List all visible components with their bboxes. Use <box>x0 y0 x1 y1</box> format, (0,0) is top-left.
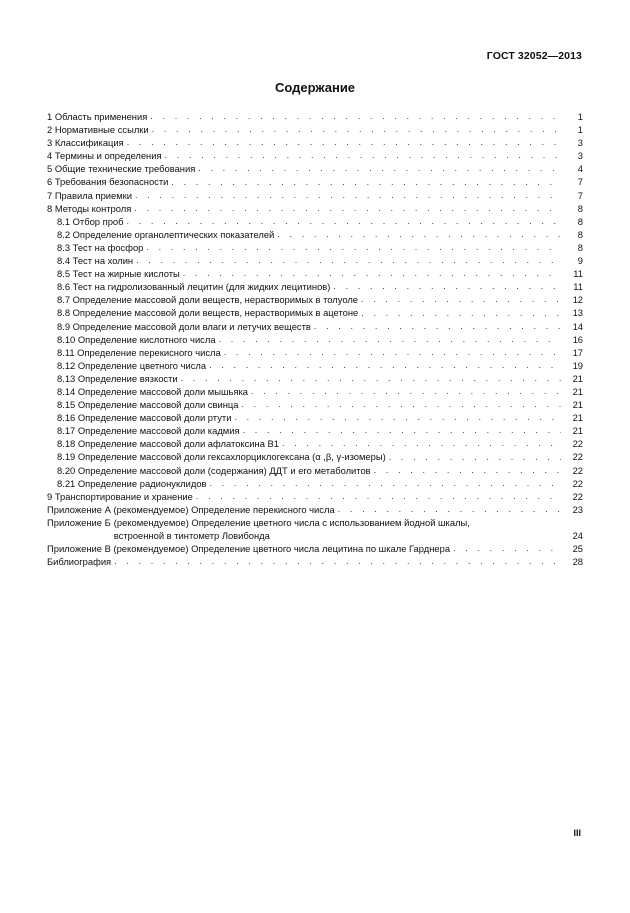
toc-leader-dots <box>338 503 561 516</box>
toc-entry-page: 8 <box>577 228 583 240</box>
toc-leader-dots <box>114 555 561 568</box>
toc-entry[interactable] <box>47 149 583 162</box>
toc-leader-dots <box>135 189 561 202</box>
toc-entry[interactable] <box>47 372 583 385</box>
toc-entry[interactable] <box>47 320 583 333</box>
toc-leader-dots <box>181 372 561 385</box>
toc-entry-label: 8.4 Тест на холин <box>57 255 134 267</box>
toc-leader-dots <box>171 176 561 189</box>
toc-entry-page: 4 <box>577 163 583 175</box>
toc-entry-label: 8.12 Определение цветного числа <box>57 359 207 371</box>
toc-leader-dots <box>234 411 561 424</box>
toc-entry-label: 5 Общие технические требования <box>47 163 196 175</box>
toc-entry-label: 8.13 Определение вязкости <box>57 372 178 384</box>
toc-entry-page: 22 <box>572 477 583 489</box>
toc-entry-label: 3 Классификация <box>47 137 124 149</box>
toc-entry-label: 9 Транспортирование и хранение <box>47 490 193 502</box>
toc-entry-label: 8.5 Тест на жирные кислоты <box>57 268 180 280</box>
toc-leader-dots <box>150 110 561 123</box>
toc-entry-page: 14 <box>572 320 583 332</box>
toc-leader-dots <box>389 451 561 464</box>
toc-entry-page: 8 <box>577 215 583 227</box>
toc-entry-page: 11 <box>573 268 583 280</box>
toc-entry[interactable] <box>47 437 583 450</box>
toc-entry[interactable] <box>47 241 583 254</box>
table-of-contents <box>47 110 583 568</box>
toc-leader-dots <box>209 359 561 372</box>
toc-entry[interactable] <box>47 162 583 175</box>
toc-entry[interactable] <box>47 202 583 215</box>
toc-entry[interactable] <box>47 110 583 123</box>
toc-entry[interactable] <box>47 385 583 398</box>
toc-entry-label: 8.21 Определение радионуклидов <box>57 477 207 489</box>
toc-entry[interactable] <box>47 254 583 267</box>
toc-entry[interactable] <box>47 398 583 411</box>
toc-leader-dots <box>314 320 561 333</box>
toc-entry-label: 8.15 Определение массовой доли свинца <box>57 399 239 411</box>
toc-entry-page: 22 <box>572 438 583 450</box>
toc-entry-label: 8.11 Определение перекисного числа <box>57 346 221 358</box>
toc-tail-list <box>47 542 583 568</box>
toc-entry-appendix-b[interactable] <box>47 516 583 542</box>
toc-entry-page: 7 <box>577 189 583 201</box>
toc-entry-page: 3 <box>577 150 583 162</box>
toc-entry-page: 3 <box>577 137 583 149</box>
toc-entry-page: 21 <box>572 412 583 424</box>
toc-entry-label: 8.18 Определение массовой доли афлатоксина В1 <box>57 438 279 450</box>
toc-entry-page: 22 <box>572 451 583 463</box>
toc-entry-page: 17 <box>572 346 583 358</box>
toc-entry-label: Приложение В (рекомендуемое) Определение цветного числа лецитина по шкале Гарднера <box>47 543 451 555</box>
toc-entry-label: 8.14 Определение массовой доли мышьяка <box>57 385 248 397</box>
toc-entry-page: 19 <box>572 359 583 371</box>
toc-entry-page: 24 <box>572 530 583 541</box>
toc-entry-page: 1 <box>577 124 583 136</box>
toc-entry-label: 6 Требования безопасности <box>47 176 169 188</box>
toc-entry[interactable] <box>47 333 583 346</box>
toc-entry[interactable] <box>47 267 583 280</box>
toc-entry[interactable] <box>47 555 583 568</box>
toc-entry-label: 8.3 Тест на фосфор <box>57 241 144 253</box>
toc-entry[interactable] <box>47 293 583 306</box>
toc-leader-dots <box>165 149 561 162</box>
toc-leader-dots <box>282 437 561 450</box>
toc-entry-page: 25 <box>572 543 583 555</box>
toc-entry[interactable] <box>47 175 583 188</box>
toc-entry[interactable] <box>47 136 583 149</box>
toc-leader-dots <box>183 267 561 280</box>
toc-entry[interactable] <box>47 542 583 555</box>
toc-entry[interactable] <box>47 306 583 319</box>
toc-leader-dots <box>361 293 561 306</box>
toc-leader-dots <box>196 490 561 503</box>
toc-entry[interactable] <box>47 215 583 228</box>
toc-entry[interactable] <box>47 450 583 463</box>
toc-entry[interactable] <box>47 346 583 359</box>
toc-entry-page: 23 <box>572 503 583 515</box>
toc-leader-dots <box>219 333 561 346</box>
toc-entry[interactable] <box>47 503 583 516</box>
toc-entry[interactable] <box>47 464 583 477</box>
toc-entry-label: 1 Область применения <box>47 111 148 122</box>
toc-entry-page: 8 <box>577 241 583 253</box>
page-title: Содержание <box>274 80 356 95</box>
toc-entry-label: 8 Методы контроля <box>47 202 132 214</box>
toc-entry-page: 7 <box>577 176 583 188</box>
toc-entry[interactable] <box>47 189 583 202</box>
page-number: III <box>573 828 581 838</box>
toc-entry-page: 21 <box>572 385 583 397</box>
toc-entry-page: 21 <box>572 372 583 384</box>
toc-main-list <box>47 110 583 516</box>
toc-entry-label: 8.16 Определение массовой доли ртути <box>57 412 232 424</box>
toc-entry-label: 8.10 Определение кислотного числа <box>57 333 216 345</box>
toc-leader-dots <box>374 464 561 477</box>
toc-leader-dots <box>198 162 561 175</box>
toc-leader-dots <box>333 280 561 293</box>
toc-entry-label-line2: встроенной в тинтометр Ловибонда <box>113 530 270 541</box>
toc-entry[interactable] <box>47 490 583 503</box>
toc-leader-dots <box>224 346 561 359</box>
toc-entry-page: 21 <box>572 399 583 411</box>
toc-entry-label: 8.1 Отбор проб <box>57 215 124 227</box>
toc-leader-dots <box>241 398 561 411</box>
toc-leader-dots <box>152 123 561 136</box>
toc-leader-dots <box>361 307 561 320</box>
toc-leader-dots <box>243 424 561 437</box>
toc-entry-page: 11 <box>573 281 583 293</box>
toc-entry-page: 21 <box>572 425 583 437</box>
toc-leader-dots <box>136 254 561 267</box>
toc-entry-label: 4 Термины и определения <box>47 150 162 162</box>
toc-leader-dots <box>134 202 561 215</box>
toc-entry[interactable] <box>47 280 583 293</box>
toc-leader-dots <box>127 136 561 149</box>
toc-entry-page: 28 <box>572 556 583 568</box>
toc-entry[interactable] <box>47 228 583 241</box>
toc-entry-page: 22 <box>572 464 583 476</box>
toc-entry-label: 8.20 Определение массовой доли (содержания) ДДТ и его метаболитов <box>57 464 371 476</box>
toc-leader-dots <box>146 241 561 254</box>
toc-entry-label: 8.19 Определение массовой доли гексахлорциклогексана (α ,β, γ-изомеры) <box>57 451 386 463</box>
toc-entry[interactable] <box>47 359 583 372</box>
toc-entry[interactable] <box>47 477 583 490</box>
toc-leader-dots <box>127 215 562 228</box>
toc-entry-page: 16 <box>572 333 583 345</box>
toc-entry-page: 1 <box>577 111 583 122</box>
document-code: ГОСТ 32052—2013 <box>486 50 582 62</box>
toc-leader-dots <box>210 477 561 490</box>
toc-entry-label: 8.6 Тест на гидролизованный лецитин (для жидких лецитинов) <box>57 281 331 293</box>
toc-entry-label-line1: (рекомендуемое) Определение цветного числа с использованием йодной шкалы, <box>113 516 470 528</box>
toc-entry-label: 8.2 Определение органолептических показателей <box>57 228 275 240</box>
toc-entry-page: 9 <box>577 255 583 267</box>
toc-entry-label: 8.9 Определение массовой доли влаги и летучих веществ <box>57 320 311 332</box>
toc-entry-page: 13 <box>572 307 583 319</box>
toc-entry-label: 8.8 Определение массовой доли веществ, нерастворимых в ацетоне <box>57 307 359 319</box>
toc-leader-dots <box>251 385 561 398</box>
toc-leader-dots <box>453 542 561 555</box>
toc-entry-label: 8.7 Определение массовой доли веществ, нерастворимых в толуоле <box>57 294 359 306</box>
toc-entry-label: Библиография <box>47 556 112 568</box>
toc-entry-page: 8 <box>577 202 583 214</box>
toc-entry-label: 7 Правила приемки <box>47 189 133 201</box>
toc-entry[interactable] <box>47 424 583 437</box>
toc-entry-label: 2 Нормативные ссылки <box>47 124 149 136</box>
toc-leader-dots <box>277 228 561 241</box>
toc-entry-label: 8.17 Определение массовой доли кадмия <box>57 425 240 437</box>
toc-entry-prefix: Приложение Б <box>47 516 111 528</box>
toc-entry-page: 22 <box>572 490 583 502</box>
toc-entry-label: Приложение А (рекомендуемое) Определение перекисного числа <box>47 503 335 515</box>
toc-entry-page: 12 <box>572 294 583 306</box>
toc-entry[interactable] <box>47 123 583 136</box>
toc-entry[interactable] <box>47 411 583 424</box>
